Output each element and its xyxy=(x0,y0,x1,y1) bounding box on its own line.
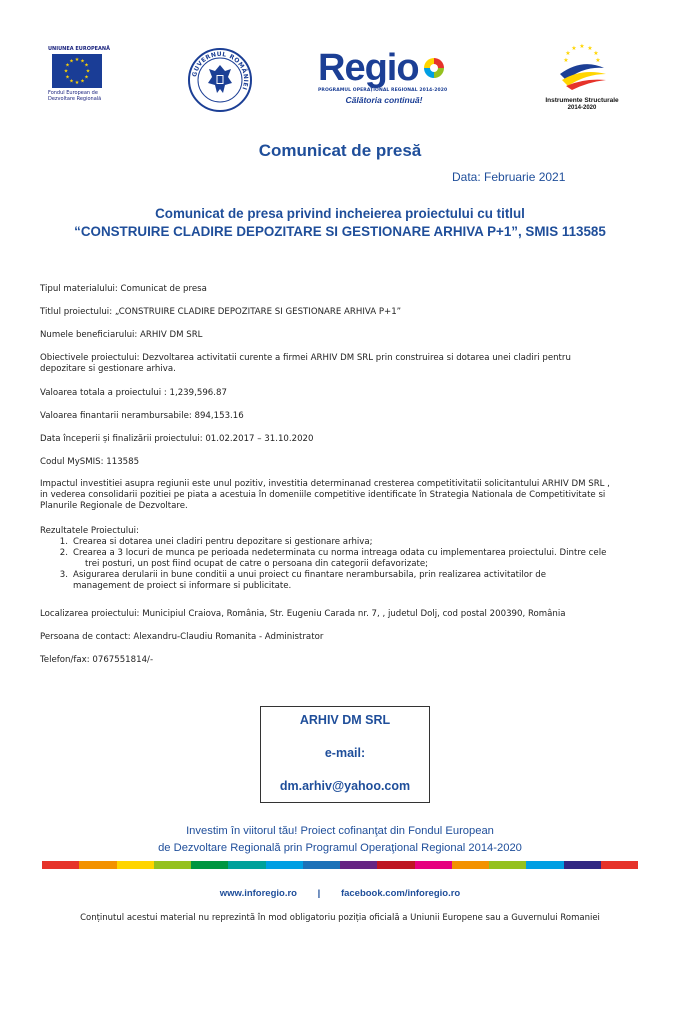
svg-text:★: ★ xyxy=(563,57,569,64)
list-item: 1. Crearea si dotarea unei cladiri pentru depozitare si gestionare arhiva; xyxy=(59,537,373,547)
color-stripe-segment xyxy=(340,861,377,869)
color-stripe-segment xyxy=(42,861,79,869)
color-stripe-segment xyxy=(601,861,638,869)
impact-line-3: Planurile Regionale de Dezvoltare. xyxy=(40,501,188,511)
color-stripe-segment xyxy=(117,861,154,869)
footer-links xyxy=(0,888,680,899)
color-stripe-segment xyxy=(489,861,526,869)
svg-text:★: ★ xyxy=(80,78,85,85)
regio-swirl-icon xyxy=(421,55,447,81)
eu-fund-caption: Fondul European de Dezvoltare Regională xyxy=(48,90,102,102)
svg-text:★: ★ xyxy=(571,45,577,52)
contact-company: ARHIV DM SRL xyxy=(299,713,391,727)
phone-fax: Telefon/fax: 0767551814/- xyxy=(40,655,154,665)
svg-text:★: ★ xyxy=(593,50,599,57)
svg-text:★: ★ xyxy=(65,74,70,81)
mysmis-code: Codul MySMIS: 113585 xyxy=(40,457,140,467)
color-stripe-segment xyxy=(564,861,601,869)
objectives-line-2: depozitare si gestionare arhiva. xyxy=(40,364,176,374)
svg-text:★: ★ xyxy=(74,80,80,86)
page-title: Comunicat de presă xyxy=(258,141,422,160)
document-subtitle xyxy=(0,205,680,241)
svg-text:★: ★ xyxy=(74,57,80,63)
list-item: 3. Asigurarea derularii in bune conditii a unui proiect cu finantare nerambursabila, prin realizarea activitatilor de xyxy=(59,570,547,580)
results-list xyxy=(40,537,645,592)
svg-text:★: ★ xyxy=(565,50,571,57)
svg-text:★: ★ xyxy=(595,57,601,64)
svg-text:★: ★ xyxy=(579,43,585,50)
disclaimer: Conținutul acestui material nu reprezintă în mod obligatoriu poziția oficială a Uniunii Europene sau a Guvernului Romaniei xyxy=(80,913,600,923)
svg-text:GUVERNUL ROMÂNIEI: GUVERNUL ROMÂNIEI xyxy=(191,50,250,92)
color-stripe-bar xyxy=(42,861,638,869)
subtitle-line-1: Comunicat de presa privind incheierea proiectului cu titlul xyxy=(155,206,525,221)
subtitle-line-2: “CONSTRUIRE CLADIRE DEPOZITARE SI GESTIONARE ARHIVA P+1”, SMIS 113585 xyxy=(74,224,606,239)
svg-text:★: ★ xyxy=(84,74,89,81)
beneficiary-name: Numele beneficiarului: ARHIV DM SRL xyxy=(40,330,203,340)
investment-statement xyxy=(0,823,680,857)
eu-caption: UNIUNEA EUROPEANĂ xyxy=(48,46,110,52)
color-stripe-segment xyxy=(415,861,452,869)
regio-logo xyxy=(318,48,450,114)
results-label: Rezultatele Proiectului: xyxy=(40,526,139,536)
color-stripe-segment xyxy=(228,861,265,869)
project-title: Titlul proiectului: „CONSTRUIRE CLADIRE DEPOZITARE SI GESTIONARE ARHIVA P+1” xyxy=(40,307,402,317)
inforegio-link[interactable]: www.inforegio.ro xyxy=(219,888,297,899)
color-stripe-segment xyxy=(303,861,340,869)
color-stripe-segment xyxy=(154,861,191,869)
color-stripe-segment xyxy=(191,861,228,869)
structural-instruments-logo xyxy=(540,40,624,122)
objectives-line-1: Obiectivele proiectului: Dezvoltarea activitatii curente a firmei ARHIV DM SRL prin construirea si dotarea unei cladiri pentru xyxy=(40,353,571,363)
contact-email-label: e-mail: xyxy=(324,746,366,760)
structural-instruments-title: Instrumente Structurale xyxy=(545,97,619,104)
eu-flag-icon xyxy=(52,54,102,88)
contact-email[interactable]: dm.arhiv@yahoo.com xyxy=(279,779,411,793)
svg-text:★: ★ xyxy=(69,58,74,65)
regio-tagline: Călătoria continuă! xyxy=(345,95,423,105)
regio-program-name: PROGRAMUL OPERAȚIONAL REGIONAL 2014-2020 xyxy=(318,88,448,93)
grant-value: Valoarea finantarii nerambursabile: 894,153.16 xyxy=(40,411,244,421)
structural-instruments-years: 2014-2020 xyxy=(567,105,597,111)
svg-text:★: ★ xyxy=(85,68,91,75)
svg-text:★: ★ xyxy=(84,62,89,69)
contact-box xyxy=(260,706,430,803)
link-separator: | xyxy=(317,888,321,899)
color-stripe-segment xyxy=(452,861,489,869)
color-stripe-segment xyxy=(377,861,414,869)
document-date: Data: Februarie 2021 xyxy=(452,170,566,184)
color-stripe-segment xyxy=(79,861,116,869)
impact-line-2: in vederea consolidarii pozitiei pe piata a acestuia în domeniile competitive identificate în Strategia Nationala de Competitivitate si xyxy=(40,490,606,500)
material-type: Tipul materialului: Comunicat de presa xyxy=(40,284,207,294)
project-location: Localizarea proiectului: Municipiul Craiova, România, Str. Eugeniu Carada nr. 7, , judetul Dolj, cod postal 200390, România xyxy=(40,609,566,619)
list-item-continuation: management de proiect si informare si publicitate. xyxy=(73,581,292,591)
facebook-link[interactable]: facebook.com/inforegio.ro xyxy=(340,888,461,899)
svg-text:★: ★ xyxy=(587,45,593,52)
eu-logo xyxy=(48,46,116,116)
total-value: Valoarea totala a proiectului : 1,239,596.87 xyxy=(40,388,227,398)
contact-person: Persoana de contact: Alexandru-Claudiu Romanita - Administrator xyxy=(40,632,324,642)
investment-line-1: Investim în viitorul tău! Proiect cofinanţat din Fondul European xyxy=(186,825,494,837)
svg-text:★: ★ xyxy=(80,58,85,65)
impact-line-1: Impactul investitiei asupra regiunii este unul pozitiv, investitia determinanad cresterea competitivitatii solicitantului ARHIV DM SRL , xyxy=(40,479,610,489)
svg-text:★: ★ xyxy=(63,68,69,75)
structural-instruments-icon xyxy=(552,40,612,92)
project-dates: Data începerii și finalizării proiectului: 01.02.2017 – 31.10.2020 xyxy=(40,434,314,444)
investment-line-2: de Dezvoltare Regională prin Programul Operaţional Regional 2014-2020 xyxy=(158,842,522,854)
list-item-continuation: trei posturi, un post fiind ocupat de catre o persoana din categorii defavorizate; xyxy=(85,559,429,569)
svg-text:★: ★ xyxy=(65,62,70,69)
color-stripe-segment xyxy=(266,861,303,869)
svg-text:★: ★ xyxy=(69,78,74,85)
regio-wordmark: Regio xyxy=(318,47,419,89)
list-item: 2. Crearea a 3 locuri de munca pe perioada nedeterminata cu norma intreaga odata cu implementarea proiectului. Dintre cele xyxy=(59,548,607,558)
color-stripe-segment xyxy=(526,861,563,869)
government-seal-logo xyxy=(187,47,253,113)
